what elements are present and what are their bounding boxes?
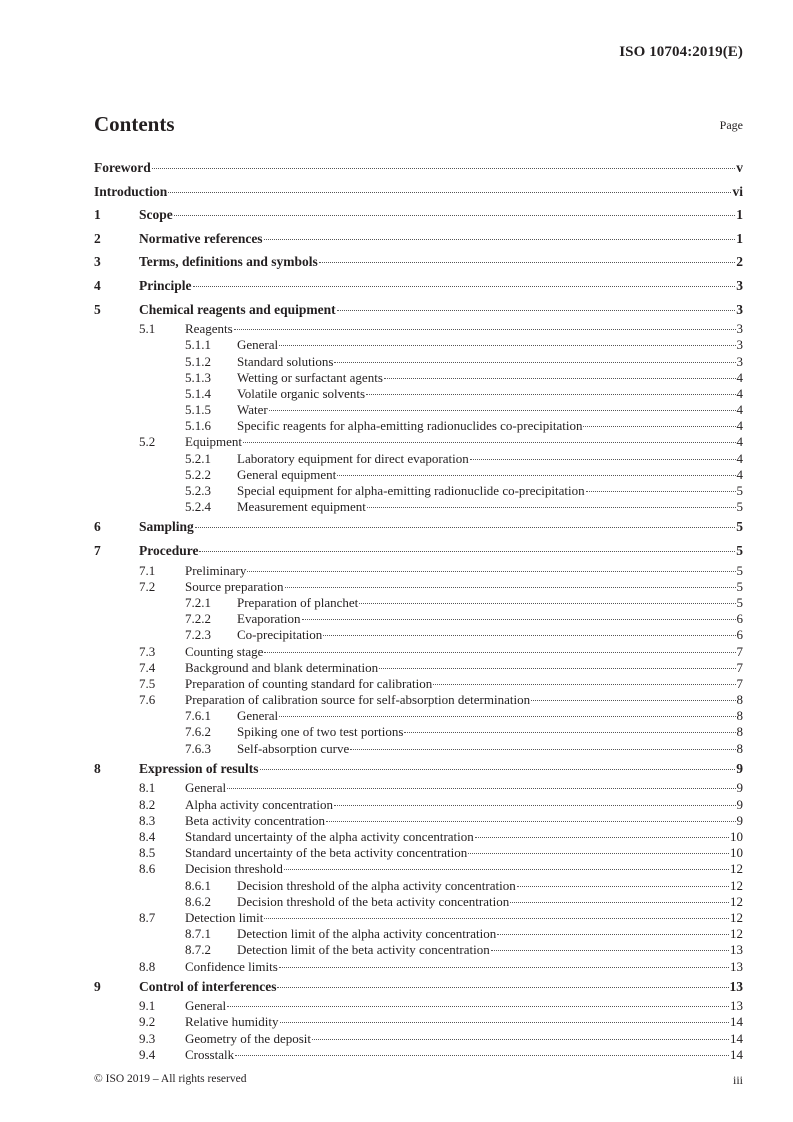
toc-entry[interactable] bbox=[94, 861, 743, 877]
dot-leader bbox=[326, 821, 735, 822]
toc-entry[interactable] bbox=[94, 1047, 743, 1063]
dot-leader bbox=[334, 805, 735, 806]
toc-entry-number: 8.5 bbox=[139, 845, 156, 861]
dot-leader bbox=[470, 459, 736, 460]
table-of-contents bbox=[94, 156, 743, 1063]
toc-entry-page[interactable]: 14 bbox=[730, 1046, 743, 1062]
dot-leader bbox=[279, 967, 729, 968]
dot-leader bbox=[279, 716, 735, 717]
toc-entry[interactable] bbox=[94, 894, 743, 910]
toc-entry-number: 7.5 bbox=[139, 675, 156, 691]
toc-entry[interactable] bbox=[94, 611, 743, 627]
toc-entry[interactable] bbox=[94, 942, 743, 958]
toc-entry-title[interactable]: Wetting or surfactant agents bbox=[237, 369, 383, 385]
page-number: iii bbox=[732, 1073, 743, 1087]
toc-entry-number: 5.2.2 bbox=[185, 466, 211, 482]
toc-entry-page[interactable]: 12 bbox=[730, 909, 743, 925]
toc-entry-title[interactable]: Detection limit of the beta activity concentration bbox=[237, 942, 490, 958]
toc-entry[interactable] bbox=[94, 797, 743, 813]
toc-entry-number: 5.2.1 bbox=[185, 450, 211, 466]
toc-entry[interactable] bbox=[94, 370, 743, 386]
toc-entry-number: 5 bbox=[94, 301, 101, 317]
toc-entry-number: 9.4 bbox=[139, 1046, 156, 1062]
toc-entry-number: 7.1 bbox=[139, 562, 156, 578]
dot-leader bbox=[404, 732, 735, 733]
toc-entry-page[interactable]: 2 bbox=[736, 254, 743, 270]
dot-leader bbox=[247, 571, 735, 572]
dot-leader bbox=[379, 668, 735, 669]
toc-entry-page[interactable]: 3 bbox=[736, 301, 743, 317]
toc-entry-number: 5.1.6 bbox=[185, 418, 211, 434]
toc-entry-title[interactable]: Foreword bbox=[94, 160, 151, 175]
dot-leader bbox=[235, 1055, 729, 1056]
toc-entry-title[interactable]: Sampling bbox=[139, 519, 194, 535]
toc-entry-title[interactable]: Geometry of the deposit bbox=[185, 1030, 311, 1046]
toc-entry-number: 7.4 bbox=[139, 659, 156, 675]
toc-entry-title[interactable]: Alpha activity concentration bbox=[185, 796, 334, 812]
toc-entry-title[interactable]: Co-precipitation bbox=[237, 627, 323, 643]
toc-entry[interactable] bbox=[94, 515, 743, 539]
toc-entry-title[interactable]: General bbox=[237, 708, 279, 724]
toc-entry[interactable] bbox=[94, 878, 743, 894]
toc-entry[interactable] bbox=[94, 298, 743, 322]
toc-entry-title[interactable]: Volatile organic solvents bbox=[237, 385, 366, 401]
toc-entry-number: 7.3 bbox=[139, 643, 156, 659]
dot-leader bbox=[517, 886, 729, 887]
toc-entry-number: 5.1.5 bbox=[185, 402, 211, 418]
toc-entry-page[interactable]: 8 bbox=[736, 740, 743, 756]
toc-entry-number: 7.2 bbox=[139, 578, 156, 594]
toc-entry-title[interactable]: Principle bbox=[139, 277, 192, 293]
dot-leader bbox=[285, 587, 736, 588]
toc-entry-page[interactable]: 13 bbox=[729, 978, 743, 994]
toc-entry-number: 8.7.1 bbox=[185, 926, 211, 942]
dot-leader bbox=[279, 345, 735, 346]
dot-leader bbox=[302, 619, 736, 620]
toc-entry-page[interactable]: 3 bbox=[736, 353, 743, 369]
toc-entry[interactable] bbox=[94, 354, 743, 370]
toc-entry-number: 8 bbox=[94, 760, 101, 776]
dot-leader bbox=[491, 950, 729, 951]
toc-entry-page[interactable]: 10 bbox=[730, 845, 743, 861]
toc-entry-number: 8.2 bbox=[139, 796, 156, 812]
dot-leader bbox=[510, 902, 729, 903]
dot-leader bbox=[195, 527, 735, 528]
toc-entry[interactable] bbox=[94, 910, 743, 926]
toc-entry-page[interactable]: 12 bbox=[730, 861, 743, 877]
toc-entry-number: 5.1.3 bbox=[185, 369, 211, 385]
toc-entry-title[interactable]: Procedure bbox=[139, 543, 199, 558]
dot-leader bbox=[277, 987, 728, 988]
toc-entry-title[interactable]: Specific reagents for alpha-emitting radionuclides co-precipitation bbox=[237, 418, 583, 434]
toc-entry-title[interactable]: Preparation of counting standard for calibration bbox=[185, 675, 433, 691]
toc-entry[interactable] bbox=[94, 676, 743, 692]
dot-leader bbox=[234, 329, 736, 330]
toc-entry-page[interactable]: v bbox=[736, 160, 743, 175]
toc-entry-title[interactable]: Relative humidity bbox=[185, 1014, 279, 1030]
toc-entry-number: 7.2.1 bbox=[185, 594, 211, 610]
dot-leader bbox=[264, 239, 736, 240]
toc-entry-title[interactable]: Counting stage bbox=[185, 643, 264, 659]
toc-entry-number: 7.2.2 bbox=[185, 611, 211, 627]
dot-leader bbox=[337, 475, 735, 476]
toc-entry-number: 7.2.3 bbox=[185, 627, 211, 643]
toc-entry[interactable] bbox=[94, 180, 743, 204]
toc-entry-number: 8.7.2 bbox=[185, 942, 211, 958]
toc-entry[interactable] bbox=[94, 539, 743, 563]
toc-entry-title[interactable]: Normative references bbox=[139, 230, 263, 246]
toc-entry-number: 8.6.2 bbox=[185, 893, 211, 909]
toc-entry-page[interactable]: 9 bbox=[736, 760, 743, 776]
toc-entry-title[interactable]: Introduction bbox=[94, 183, 168, 199]
toc-entry-number: 8.7 bbox=[139, 909, 156, 925]
toc-entry[interactable] bbox=[94, 741, 743, 757]
dot-leader bbox=[468, 853, 729, 854]
toc-entry-number: 5.2 bbox=[139, 434, 156, 450]
toc-entry-title[interactable]: General equipment bbox=[237, 466, 337, 482]
toc-entry-page[interactable]: 5 bbox=[736, 483, 743, 499]
toc-entry-page[interactable]: 3 bbox=[736, 337, 743, 353]
toc-entry[interactable] bbox=[94, 1014, 743, 1030]
toc-entry-title[interactable]: Preliminary bbox=[185, 562, 247, 578]
toc-entry-page[interactable]: vi bbox=[732, 183, 743, 199]
toc-entry-number: 9 bbox=[94, 978, 101, 994]
page-column-label: Page bbox=[719, 118, 743, 132]
toc-entry-number: 7.6 bbox=[139, 692, 156, 708]
toc-entry[interactable] bbox=[94, 203, 743, 227]
toc-entry[interactable] bbox=[94, 563, 743, 579]
toc-entry[interactable] bbox=[94, 579, 743, 595]
toc-entry[interactable] bbox=[94, 402, 743, 418]
dot-leader bbox=[531, 700, 735, 701]
toc-entry-title[interactable]: Standard solutions bbox=[237, 353, 334, 369]
toc-entry-page[interactable]: 12 bbox=[730, 926, 743, 942]
dot-leader bbox=[319, 262, 735, 263]
toc-entry-title[interactable]: Decision threshold bbox=[185, 861, 283, 877]
dot-leader bbox=[199, 551, 735, 552]
dot-leader bbox=[269, 410, 736, 411]
toc-entry-number: 7.6.3 bbox=[185, 740, 211, 756]
toc-entry-page[interactable]: 12 bbox=[730, 893, 743, 909]
toc-entry-title[interactable]: Terms, definitions and symbols bbox=[139, 254, 318, 270]
dot-leader bbox=[264, 652, 735, 653]
toc-entry-title[interactable]: Detection limit of the alpha activity concentration bbox=[237, 926, 497, 942]
toc-entry[interactable] bbox=[94, 467, 743, 483]
toc-entry-title[interactable]: Evaporation bbox=[237, 611, 301, 627]
toc-entry-title[interactable]: Background and blank determination bbox=[185, 659, 379, 675]
toc-entry-title[interactable]: Preparation of planchet bbox=[237, 594, 359, 610]
toc-entry-number: 5.1.1 bbox=[185, 337, 211, 353]
toc-entry-title[interactable]: General bbox=[237, 337, 279, 353]
toc-entry-title[interactable]: Decision threshold of the alpha activity concentration bbox=[237, 877, 516, 893]
toc-entry-title[interactable]: Preparation of calibration source for self-absorption determination bbox=[185, 692, 531, 708]
toc-entry-page[interactable]: 4 bbox=[736, 385, 743, 401]
toc-entry-number: 7.6.2 bbox=[185, 724, 211, 740]
dot-leader bbox=[174, 215, 736, 216]
toc-entry-page[interactable]: 14 bbox=[730, 1030, 743, 1046]
toc-entry-number: 8.8 bbox=[139, 958, 156, 974]
toc-entry-page[interactable]: 5 bbox=[736, 594, 743, 610]
toc-entry[interactable] bbox=[94, 926, 743, 942]
toc-entry-page[interactable]: 8 bbox=[736, 724, 743, 740]
toc-entry-page[interactable]: 7 bbox=[736, 643, 743, 659]
toc-entry-title[interactable]: Confidence limits bbox=[185, 958, 278, 974]
toc-entry-title[interactable]: Reagents bbox=[185, 321, 233, 337]
toc-entry[interactable] bbox=[94, 227, 743, 251]
toc-entry[interactable] bbox=[94, 483, 743, 499]
toc-entry[interactable] bbox=[94, 451, 743, 467]
toc-entry-title[interactable]: Water bbox=[237, 402, 268, 418]
toc-entry-page[interactable]: 4 bbox=[736, 418, 743, 434]
toc-entry-number: 5.1.2 bbox=[185, 353, 211, 369]
toc-entry[interactable] bbox=[94, 1031, 743, 1047]
toc-entry-title[interactable]: General bbox=[185, 780, 227, 796]
copyright-footer: © ISO 2019 – All rights reserved bbox=[94, 1073, 247, 1085]
toc-entry-page[interactable]: 8 bbox=[736, 692, 743, 708]
toc-entry-page[interactable]: 13 bbox=[730, 958, 743, 974]
toc-entry[interactable] bbox=[94, 724, 743, 740]
dot-leader bbox=[227, 788, 735, 789]
dot-leader bbox=[359, 603, 735, 604]
toc-entry[interactable] bbox=[94, 757, 743, 781]
toc-entry[interactable] bbox=[94, 418, 743, 434]
toc-entry-page[interactable]: 4 bbox=[736, 450, 743, 466]
toc-entry[interactable] bbox=[94, 780, 743, 796]
document-id: ISO 10704:2019(E) bbox=[619, 44, 743, 60]
toc-entry-title[interactable]: Detection limit bbox=[185, 909, 264, 925]
toc-entry-number: 4 bbox=[94, 277, 101, 293]
dot-leader bbox=[227, 1006, 729, 1007]
toc-entry-page[interactable]: 9 bbox=[736, 812, 743, 828]
toc-entry-page[interactable]: 10 bbox=[730, 829, 743, 844]
toc-entry-number: 8.1 bbox=[139, 780, 156, 796]
toc-entry-number: 6 bbox=[94, 519, 101, 535]
toc-entry[interactable] bbox=[94, 595, 743, 611]
contents-heading: Contents bbox=[94, 112, 175, 136]
toc-entry-number: 3 bbox=[94, 254, 101, 270]
toc-entry-page[interactable]: 1 bbox=[736, 207, 743, 223]
toc-entry-page[interactable]: 4 bbox=[736, 466, 743, 482]
toc-entry-number: 9.3 bbox=[139, 1030, 156, 1046]
toc-entry-number: 8.6 bbox=[139, 861, 156, 877]
dot-leader bbox=[260, 769, 736, 770]
dot-leader bbox=[586, 491, 736, 492]
toc-entry[interactable] bbox=[94, 813, 743, 829]
toc-entry[interactable] bbox=[94, 499, 743, 515]
toc-entry-page[interactable]: 4 bbox=[736, 402, 743, 418]
dot-leader bbox=[350, 749, 735, 750]
toc-entry-number: 7 bbox=[94, 543, 101, 558]
toc-entry-title[interactable]: Crosstalk bbox=[185, 1046, 235, 1062]
toc-entry-title[interactable]: Scope bbox=[139, 207, 173, 223]
toc-entry[interactable] bbox=[94, 998, 743, 1014]
dot-leader bbox=[193, 286, 736, 287]
toc-entry-page[interactable]: 9 bbox=[736, 796, 743, 812]
dot-leader bbox=[284, 869, 729, 870]
toc-entry-title[interactable]: Decision threshold of the beta activity concentration bbox=[237, 893, 510, 909]
toc-entry-number: 8.6.1 bbox=[185, 877, 211, 893]
dot-leader bbox=[152, 168, 736, 169]
toc-entry-title[interactable]: Expression of results bbox=[139, 760, 259, 776]
toc-entry-title[interactable]: Beta activity concentration bbox=[185, 812, 326, 828]
dot-leader bbox=[312, 1039, 729, 1040]
toc-entry-title[interactable]: Chemical reagents and equipment bbox=[139, 301, 336, 317]
toc-entry-page[interactable]: 8 bbox=[736, 708, 743, 724]
dot-leader bbox=[323, 635, 735, 636]
dot-leader bbox=[583, 426, 735, 427]
toc-entry-number: 7.6.1 bbox=[185, 708, 211, 724]
dot-leader bbox=[433, 684, 735, 685]
dot-leader bbox=[334, 362, 735, 363]
toc-entry-number: 1 bbox=[94, 207, 101, 223]
toc-entry-number: 9.1 bbox=[139, 998, 156, 1014]
toc-entry-page[interactable]: 9 bbox=[736, 780, 743, 796]
dot-leader bbox=[384, 378, 736, 379]
toc-entry-page[interactable]: 13 bbox=[730, 942, 743, 958]
toc-entry-title[interactable]: Standard uncertainty of the alpha activity concentration bbox=[185, 829, 474, 844]
toc-entry[interactable] bbox=[94, 829, 743, 845]
toc-entry-page[interactable]: 7 bbox=[736, 675, 743, 691]
toc-entry[interactable] bbox=[94, 644, 743, 660]
dot-leader bbox=[280, 1022, 729, 1023]
toc-entry-page[interactable]: 5 bbox=[736, 578, 743, 594]
toc-entry-number: 8.3 bbox=[139, 812, 156, 828]
toc-entry-page[interactable]: 13 bbox=[730, 998, 743, 1014]
dot-leader bbox=[366, 394, 735, 395]
toc-entry-title[interactable]: Self-absorption curve bbox=[237, 740, 350, 756]
toc-entry-page[interactable]: 7 bbox=[736, 659, 743, 675]
toc-entry[interactable] bbox=[94, 156, 743, 180]
toc-entry-number: 2 bbox=[94, 230, 101, 246]
toc-entry-page[interactable]: 14 bbox=[730, 1014, 743, 1030]
toc-entry-title[interactable]: Spiking one of two test portions bbox=[237, 724, 404, 740]
dot-leader bbox=[367, 507, 736, 508]
toc-entry[interactable] bbox=[94, 434, 743, 450]
toc-entry-number: 5.1.4 bbox=[185, 385, 211, 401]
toc-entry-title[interactable]: Measurement equipment bbox=[237, 499, 366, 515]
toc-entry-title[interactable]: General bbox=[185, 998, 227, 1014]
toc-entry[interactable] bbox=[94, 274, 743, 298]
dot-leader bbox=[475, 837, 729, 838]
toc-entry-page[interactable]: 6 bbox=[736, 627, 743, 643]
dot-leader bbox=[497, 934, 729, 935]
toc-entry[interactable] bbox=[94, 660, 743, 676]
toc-entry-title[interactable]: Source preparation bbox=[185, 578, 284, 594]
toc-entry-title[interactable]: Special equipment for alpha-emitting radionuclide co-precipitation bbox=[237, 483, 585, 499]
toc-entry-number: 5.1 bbox=[139, 321, 156, 337]
toc-entry-page[interactable]: 4 bbox=[736, 369, 743, 385]
toc-entry-page[interactable]: 6 bbox=[736, 611, 743, 627]
toc-entry[interactable] bbox=[94, 337, 743, 353]
toc-entry[interactable] bbox=[94, 692, 743, 708]
toc-entry-page[interactable]: 4 bbox=[736, 434, 743, 450]
toc-entry-title[interactable]: Standard uncertainty of the beta activity concentration bbox=[185, 845, 468, 861]
toc-entry-number: 5.2.4 bbox=[185, 499, 211, 515]
toc-entry-number: 5.2.3 bbox=[185, 483, 211, 499]
toc-entry[interactable] bbox=[94, 975, 743, 999]
toc-entry-number: 9.2 bbox=[139, 1014, 156, 1030]
toc-entry-page[interactable]: 1 bbox=[736, 230, 743, 246]
toc-entry-page[interactable]: 5 bbox=[736, 499, 743, 515]
toc-entry[interactable] bbox=[94, 708, 743, 724]
toc-entry-page[interactable]: 5 bbox=[736, 519, 743, 535]
toc-entry-number: 8.4 bbox=[139, 829, 156, 844]
toc-entry-title[interactable]: Control of interferences bbox=[139, 978, 277, 994]
toc-entry-page[interactable]: 12 bbox=[730, 877, 743, 893]
toc-entry-page[interactable]: 3 bbox=[736, 321, 743, 337]
toc-entry-page[interactable]: 5 bbox=[736, 562, 743, 578]
toc-entry[interactable] bbox=[94, 250, 743, 274]
toc-entry-title[interactable]: Laboratory equipment for direct evaporation bbox=[237, 450, 469, 466]
toc-entry[interactable] bbox=[94, 321, 743, 337]
toc-entry-page[interactable]: 3 bbox=[736, 277, 743, 293]
dot-leader bbox=[243, 442, 735, 443]
toc-entry[interactable] bbox=[94, 386, 743, 402]
toc-entry[interactable] bbox=[94, 627, 743, 643]
dot-leader bbox=[168, 192, 731, 193]
toc-entry-title[interactable]: Equipment bbox=[185, 434, 243, 450]
toc-entry[interactable] bbox=[94, 959, 743, 975]
toc-entry[interactable] bbox=[94, 845, 743, 861]
dot-leader bbox=[337, 310, 736, 311]
toc-entry-page[interactable]: 5 bbox=[736, 543, 743, 558]
dot-leader bbox=[264, 918, 729, 919]
